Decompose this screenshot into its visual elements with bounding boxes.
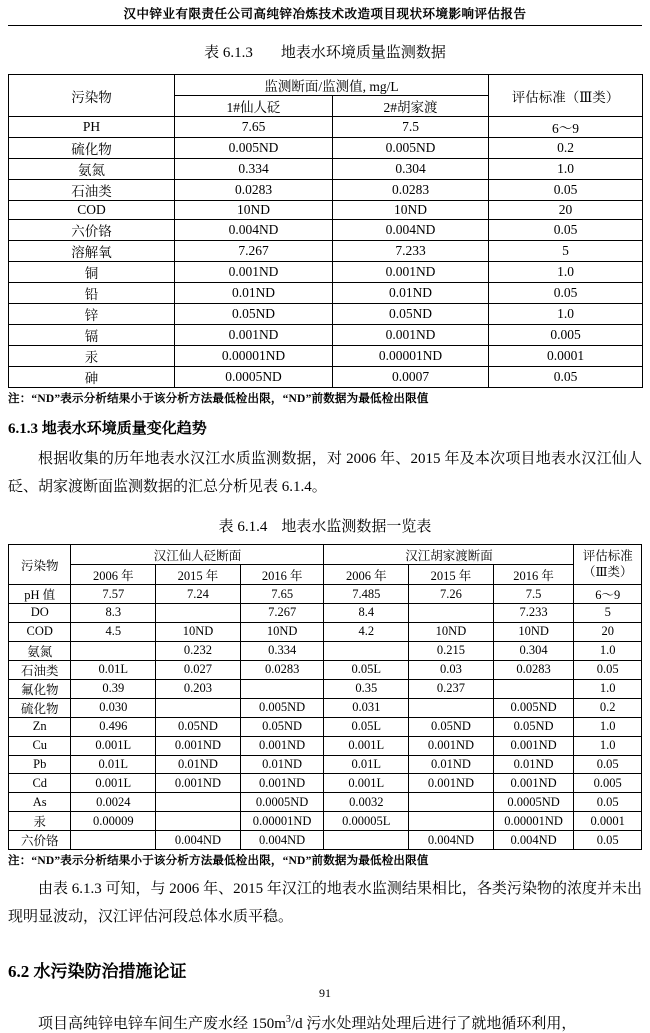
column-header-standard: 评估标准（Ⅲ类）: [489, 75, 643, 117]
value-cell: 0.001L: [71, 736, 156, 755]
value-cell: 0.05: [574, 793, 642, 812]
value-cell: 0.005: [574, 774, 642, 793]
pollutant-name-cell: 铜: [9, 262, 175, 283]
value-cell: [409, 812, 494, 831]
table-row: [9, 831, 642, 850]
table-row: [9, 325, 643, 346]
value-cell: 0.001ND: [175, 325, 333, 346]
table2-title: [8, 515, 642, 536]
table-row: [9, 736, 642, 755]
value-cell: 0.004ND: [409, 831, 494, 850]
value-cell: [409, 698, 494, 717]
value-cell: 0.496: [71, 717, 156, 736]
standard-line-2: （Ⅲ类）: [582, 564, 633, 579]
value-cell: 7.57: [71, 585, 156, 604]
value-cell: 0.232: [156, 641, 241, 660]
value-cell: 10ND: [409, 622, 494, 641]
page-header-title: 汉中锌业有限责任公司高纯锌冶炼技术改造项目现状环境影响评估报告: [123, 7, 527, 21]
value-cell: 7.5: [493, 585, 574, 604]
value-cell: 7.233: [333, 241, 489, 262]
table-row: [9, 304, 643, 325]
pollutant-name-cell: Zn: [9, 717, 71, 736]
value-cell: [493, 679, 574, 698]
value-cell: [409, 793, 494, 812]
value-cell: 20: [574, 622, 642, 641]
table2-title-label: 表 6.1.4: [218, 519, 268, 535]
value-cell: 0.004ND: [156, 831, 241, 850]
value-cell: 8.4: [324, 604, 409, 623]
value-cell: 0.05ND: [175, 304, 333, 325]
table-row: [9, 283, 643, 304]
column-header-year-2016-b: 2016 年: [493, 565, 574, 585]
value-cell: 10ND: [333, 201, 489, 220]
page-number: 91: [319, 986, 331, 1000]
table-row: [9, 679, 642, 698]
value-cell: 0.01ND: [175, 283, 333, 304]
column-header-section-2: 2#胡家渡: [333, 96, 489, 117]
value-cell: 0.215: [409, 641, 494, 660]
column-header-section-1: 1#仙人砭: [175, 96, 333, 117]
value-cell: [156, 698, 241, 717]
value-cell: 0.0007: [333, 367, 489, 388]
column-header-year-2006-b: 2006 年: [324, 565, 409, 585]
table-row: [9, 262, 643, 283]
value-cell: 0.001L: [324, 774, 409, 793]
table1-header-row-1: [9, 75, 643, 96]
pollutant-name-cell: 溶解氧: [9, 241, 175, 262]
value-cell: 0.0283: [493, 660, 574, 679]
value-cell: [156, 793, 241, 812]
value-cell: 0.005ND: [240, 698, 324, 717]
value-cell: 0.001ND: [333, 325, 489, 346]
value-cell: 0.0032: [324, 793, 409, 812]
value-cell: 0.01ND: [333, 283, 489, 304]
pollutant-name-cell: 氟化物: [9, 679, 71, 698]
column-header-year-2006-a: 2006 年: [71, 565, 156, 585]
value-cell: 6～9: [489, 117, 643, 138]
value-cell: 10ND: [493, 622, 574, 641]
value-cell: 0.35: [324, 679, 409, 698]
value-cell: 0.0005ND: [240, 793, 324, 812]
table-row: [9, 138, 643, 159]
value-cell: 1.0: [489, 262, 643, 283]
value-cell: 0.001ND: [240, 736, 324, 755]
value-cell: 0.001ND: [409, 774, 494, 793]
value-cell: 0.004ND: [240, 831, 324, 850]
value-cell: 0.001ND: [240, 774, 324, 793]
page-header: [8, 4, 642, 26]
value-cell: 0.05ND: [240, 717, 324, 736]
table-row: [9, 622, 642, 641]
table-6-1-4: [8, 544, 642, 850]
table2-header-row-1: [9, 545, 642, 565]
table2-note: 注：“ND”表示分析结果小于该分析方法最低检出限，“ND”前数据为最低检出限值: [8, 855, 429, 868]
value-cell: 0.0005ND: [175, 367, 333, 388]
table-row: [9, 660, 642, 679]
value-cell: 0.237: [409, 679, 494, 698]
table-row: [9, 698, 642, 717]
table-row: [9, 717, 642, 736]
table-row: [9, 180, 643, 201]
value-cell: 4.5: [71, 622, 156, 641]
table1-title: [8, 41, 642, 62]
value-cell: 0.0001: [489, 346, 643, 367]
value-cell: [156, 604, 241, 623]
value-cell: 0.05: [489, 180, 643, 201]
value-cell: 0.01L: [324, 755, 409, 774]
value-cell: 5: [574, 604, 642, 623]
paragraph-text-prefix: 项目高纯锌电锌车间生产废水经 150m: [38, 1016, 286, 1033]
value-cell: 0.05: [574, 755, 642, 774]
value-cell: 0.05: [574, 831, 642, 850]
value-cell: 0.001L: [324, 736, 409, 755]
table-row: [9, 346, 643, 367]
value-cell: 0.334: [240, 641, 324, 660]
table-row: [9, 641, 642, 660]
table1-body: [9, 117, 643, 388]
value-cell: 0.027: [156, 660, 241, 679]
value-cell: [71, 831, 156, 850]
pollutant-name-cell: 砷: [9, 367, 175, 388]
pollutant-name-cell: pH 值: [9, 585, 71, 604]
table-row: [9, 585, 642, 604]
value-cell: 0.001L: [71, 774, 156, 793]
table-row: [9, 117, 643, 138]
table-row: [9, 159, 643, 180]
table-row: [9, 604, 642, 623]
value-cell: 0.05: [489, 367, 643, 388]
table-row: [9, 793, 642, 812]
value-cell: 0.203: [156, 679, 241, 698]
value-cell: 7.485: [324, 585, 409, 604]
value-cell: 0.304: [333, 159, 489, 180]
paragraph-text-suffix: /d 污水处理站处理后进行了就地循环利用，: [290, 1016, 577, 1033]
section-6-2-paragraph: [8, 1006, 642, 1033]
value-cell: 0.0005ND: [493, 793, 574, 812]
section-6-2-heading: 6.2 水污染防治措施论证: [8, 962, 187, 982]
value-cell: 1.0: [574, 736, 642, 755]
table1-note: 注：“ND”表示分析结果小于该分析方法最低检出限，“ND”前数据为最低检出限值: [8, 393, 429, 405]
value-cell: 0.334: [175, 159, 333, 180]
value-cell: 0.001ND: [493, 774, 574, 793]
pollutant-name-cell: 氨氮: [9, 159, 175, 180]
value-cell: 0.0283: [240, 660, 324, 679]
value-cell: 1.0: [574, 679, 642, 698]
pollutant-name-cell: Cu: [9, 736, 71, 755]
analysis-paragraph: 由表 6.1.3 可知，与 2006 年、2015 年汉江的地表水监测结果相比，各类污染物的浓度并未出现明显波动，汉江评估河段总体水质平稳。: [8, 881, 642, 926]
column-header-standard: [574, 545, 642, 585]
value-cell: [324, 641, 409, 660]
value-cell: 0.05: [489, 283, 643, 304]
value-cell: 0.05ND: [333, 304, 489, 325]
pollutant-name-cell: 石油类: [9, 180, 175, 201]
pollutant-name-cell: Pb: [9, 755, 71, 774]
section-6-1-3-heading: 6.1.3 地表水环境质量变化趋势: [8, 421, 207, 437]
value-cell: 0.05: [489, 220, 643, 241]
column-header-pollutant: 污染物: [9, 75, 175, 117]
value-cell: 0.01L: [71, 660, 156, 679]
value-cell: 7.267: [175, 241, 333, 262]
pollutant-name-cell: COD: [9, 201, 175, 220]
table1-title-text: 地表水环境质量监测数据: [280, 45, 446, 61]
value-cell: 0.00001ND: [175, 346, 333, 367]
value-cell: 20: [489, 201, 643, 220]
value-cell: 7.24: [156, 585, 241, 604]
standard-line-1: 评估标准: [582, 548, 633, 563]
value-cell: 0.001ND: [333, 262, 489, 283]
value-cell: 0.01ND: [156, 755, 241, 774]
column-header-monitor-group: 监测断面/监测值, mg/L: [175, 75, 489, 96]
value-cell: 0.001ND: [493, 736, 574, 755]
value-cell: 1.0: [574, 717, 642, 736]
table-row: [9, 812, 642, 831]
value-cell: 0.004ND: [175, 220, 333, 241]
table2-header: [9, 545, 642, 585]
value-cell: 0.05: [574, 660, 642, 679]
value-cell: 0.05L: [324, 717, 409, 736]
value-cell: 0.004ND: [333, 220, 489, 241]
pollutant-name-cell: 氨氮: [9, 641, 71, 660]
value-cell: 1.0: [574, 641, 642, 660]
value-cell: 1.0: [489, 304, 643, 325]
value-cell: 0.0283: [333, 180, 489, 201]
value-cell: 0.2: [574, 698, 642, 717]
pollutant-name-cell: 锌: [9, 304, 175, 325]
value-cell: 0.05ND: [493, 717, 574, 736]
value-cell: 7.65: [175, 117, 333, 138]
value-cell: [71, 641, 156, 660]
value-cell: 10ND: [240, 622, 324, 641]
value-cell: 0.005ND: [493, 698, 574, 717]
value-cell: [324, 831, 409, 850]
pollutant-name-cell: 六价铬: [9, 220, 175, 241]
pollutant-name-cell: 汞: [9, 346, 175, 367]
value-cell: 0.031: [324, 698, 409, 717]
value-cell: 0.030: [71, 698, 156, 717]
table-row: [9, 220, 643, 241]
pollutant-name-cell: 六价铬: [9, 831, 71, 850]
table-6-1-3: [8, 74, 643, 388]
value-cell: 0.01L: [71, 755, 156, 774]
value-cell: 0.0283: [175, 180, 333, 201]
value-cell: 10ND: [175, 201, 333, 220]
value-cell: 0.00005L: [324, 812, 409, 831]
value-cell: 10ND: [156, 622, 241, 641]
value-cell: 0.05L: [324, 660, 409, 679]
value-cell: 7.65: [240, 585, 324, 604]
value-cell: 0.2: [489, 138, 643, 159]
column-header-xianrenbian-group: 汉江仙人砭断面: [71, 545, 324, 565]
value-cell: 0.005: [489, 325, 643, 346]
value-cell: [156, 812, 241, 831]
value-cell: 0.39: [71, 679, 156, 698]
pollutant-name-cell: 硫化物: [9, 138, 175, 159]
value-cell: 5: [489, 241, 643, 262]
pollutant-name-cell: 铅: [9, 283, 175, 304]
pollutant-name-cell: DO: [9, 604, 71, 623]
pollutant-name-cell: Cd: [9, 774, 71, 793]
value-cell: 0.00001ND: [333, 346, 489, 367]
value-cell: 0.03: [409, 660, 494, 679]
value-cell: 0.05ND: [409, 717, 494, 736]
table-row: [9, 367, 643, 388]
table-row: [9, 201, 643, 220]
value-cell: 0.001ND: [156, 736, 241, 755]
value-cell: 0.004ND: [493, 831, 574, 850]
value-cell: 7.267: [240, 604, 324, 623]
value-cell: 0.005ND: [175, 138, 333, 159]
value-cell: 0.304: [493, 641, 574, 660]
value-cell: 0.01ND: [493, 755, 574, 774]
table2-title-text: 地表水监测数据一览表: [281, 519, 432, 535]
column-header-year-2015-a: 2015 年: [156, 565, 241, 585]
value-cell: 0.00009: [71, 812, 156, 831]
superscript-3: 3: [285, 1014, 291, 1026]
pollutant-name-cell: COD: [9, 622, 71, 641]
value-cell: [409, 604, 494, 623]
table1-header: [9, 75, 643, 117]
pollutant-name-cell: PH: [9, 117, 175, 138]
value-cell: 0.0024: [71, 793, 156, 812]
pollutant-name-cell: 汞: [9, 812, 71, 831]
pollutant-name-cell: 石油类: [9, 660, 71, 679]
value-cell: 0.001ND: [175, 262, 333, 283]
pollutant-name-cell: 镉: [9, 325, 175, 346]
value-cell: 7.233: [493, 604, 574, 623]
table2-body: [9, 585, 642, 850]
column-header-pollutant: 污染物: [9, 545, 71, 585]
value-cell: 0.001ND: [156, 774, 241, 793]
value-cell: 0.01ND: [240, 755, 324, 774]
table-row: [9, 755, 642, 774]
value-cell: 0.00001ND: [240, 812, 324, 831]
column-header-year-2016-a: 2016 年: [240, 565, 324, 585]
table1-title-label: 表 6.1.3: [204, 45, 253, 61]
pollutant-name-cell: As: [9, 793, 71, 812]
value-cell: 0.001ND: [409, 736, 494, 755]
value-cell: 1.0: [489, 159, 643, 180]
value-cell: [240, 679, 324, 698]
value-cell: 7.5: [333, 117, 489, 138]
value-cell: 0.00001ND: [493, 812, 574, 831]
pollutant-name-cell: 硫化物: [9, 698, 71, 717]
table2-header-row-2: [9, 565, 642, 585]
value-cell: 0.01ND: [409, 755, 494, 774]
value-cell: 0.0001: [574, 812, 642, 831]
value-cell: 0.05ND: [156, 717, 241, 736]
table-row: [9, 241, 643, 262]
column-header-hujiadu-group: 汉江胡家渡断面: [324, 545, 574, 565]
value-cell: 7.26: [409, 585, 494, 604]
value-cell: 6～9: [574, 585, 642, 604]
value-cell: 0.005ND: [333, 138, 489, 159]
table-row: [9, 774, 642, 793]
column-header-year-2015-b: 2015 年: [409, 565, 494, 585]
value-cell: 4.2: [324, 622, 409, 641]
value-cell: 8.3: [71, 604, 156, 623]
section-6-1-3-paragraph: 根据收集的历年地表水汉江水质监测数据，对 2006 年、2015 年及本次项目地表水汉江仙人砭、胡家渡断面监测数据的汇总分析见表 6.1.4。: [8, 451, 642, 495]
